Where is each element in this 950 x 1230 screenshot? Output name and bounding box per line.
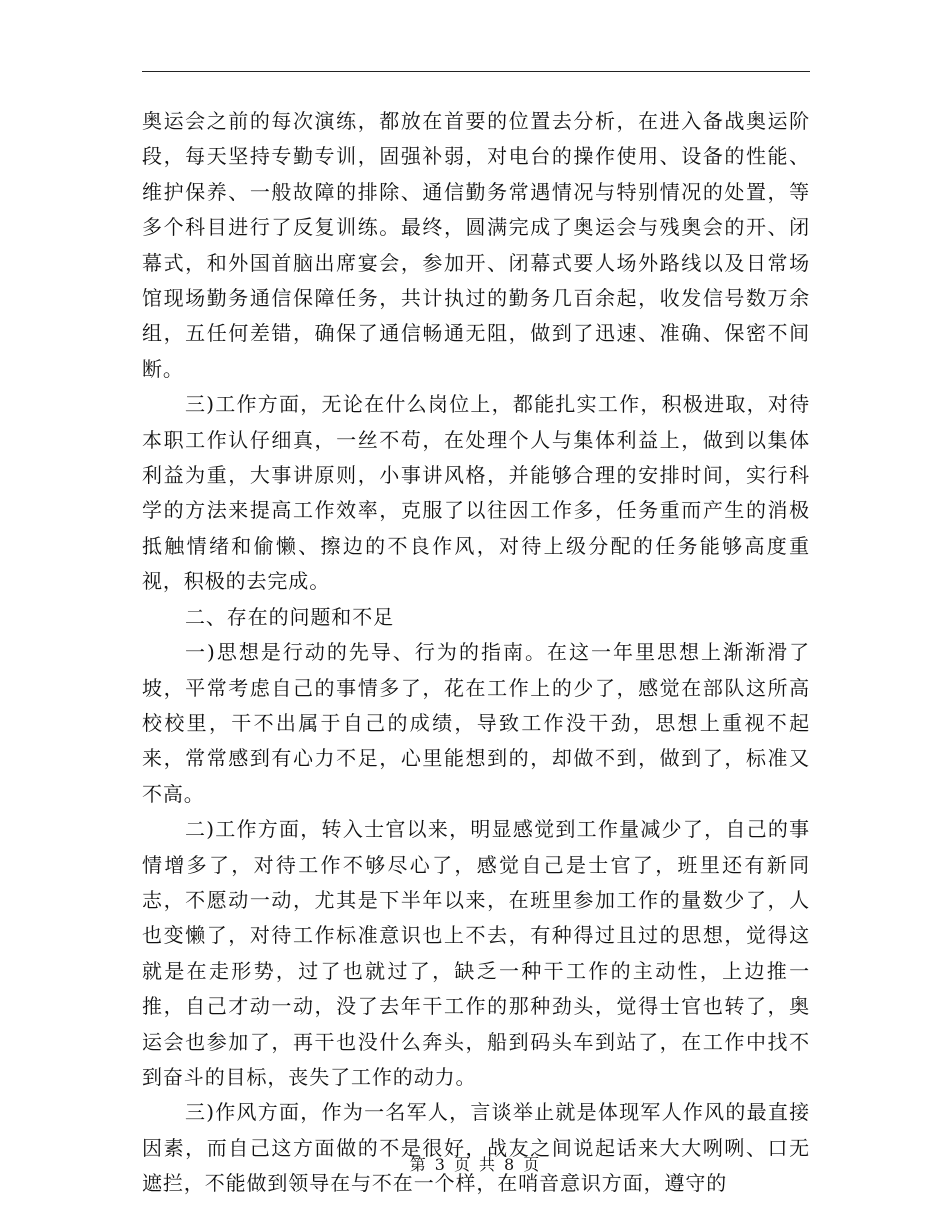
paragraph-style: 三)作风方面，作为一名军人，言谈举止就是体现军人作风的最直接因素，而自己这方面做的不是很好，战友之间说起话来大大咧咧、口无遮拦，不能做到领导在与不在一个样，在哨音意识方面，遵守的: [142, 1100, 810, 1196]
paragraph-continued: 奥运会之前的每次演练，都放在首要的位置去分析，在进入备战奥运阶段，每天坚持专勤专训，固强补弱，对电台的操作使用、设备的性能、维护保养、一般故障的排除、通信勤务常遇情况与特别情况的处置，等多个科目进行了反复训练。最终，圆满完成了奥运会与残奥会的开、闭幕式，和外国首脑出席宴会，参加开、闭幕式要人场外路线以及日常场馆现场勤务通信保障任务，共计执过的勤务几百余起，收发信号数万余组，五任何差错，确保了通信畅通无阻，做到了迅速、准确、保密不间断。: [142, 109, 810, 381]
footer-total-prefix: 共: [479, 1155, 497, 1174]
paragraph-work-issues: 二)工作方面，转入士官以来，明显感觉到工作量减少了，自己的事情增多了，对待工作不够尽心了，感觉自己是士官了，班里还有新同志，不愿动一动，尤其是下半年以来，在班里参加工作的量数少了，人也变懒了，对待工作标准意识也上不去，有种得过且过的思想，觉得这就是在走形势，过了也就过了，缺乏一种干工作的主动性，上边推一推，自己才动一动，没了去年干工作的那种劲头，觉得士官也转了，奥运会也参加了，再干也没什么奔头，船到码头车到站了，在工作中找不到奋斗的目标，丧失了工作的动力。: [142, 817, 810, 1089]
document-body: [142, 104, 810, 1202]
footer-page-number: 3: [434, 1155, 446, 1174]
footer-total-suffix: 页: [523, 1155, 541, 1174]
paragraph-thought: 一)思想是行动的先导、行为的指南。在这一年里思想上渐渐滑了坡，平常考虑自己的事情多了，花在工作上的少了，感觉在部队这所高校校里，干不出属于自己的成绩，导致工作没干劲，思想上重视不起来，常常感到有心力不足，心里能想到的，却做不到，做到了，标准又不高。: [142, 640, 810, 806]
footer-page-suffix: 页: [453, 1155, 471, 1174]
paragraph-work-aspect: 三)工作方面，无论在什么岗位上，都能扎实工作，积极进取，对待本职工作认仔细真，一丝不苟，在处理个人与集体利益上，做到以集体利益为重，大事讲原则，小事讲风格，并能够合理的安排时间，实行科学的方法来提高工作效率，克服了以往因工作多，任务重而产生的消极抵触情绪和偷懒、擦边的不良作风，对待上级分配的任务能够高度重视，积极的去完成。: [142, 392, 810, 594]
header-rule: [142, 71, 810, 72]
footer-prefix: 第: [409, 1155, 427, 1174]
footer-total-pages: 8: [504, 1155, 516, 1174]
page-footer: [0, 1152, 950, 1175]
section-heading-problems: 二、存在的问题和不足: [185, 604, 394, 629]
